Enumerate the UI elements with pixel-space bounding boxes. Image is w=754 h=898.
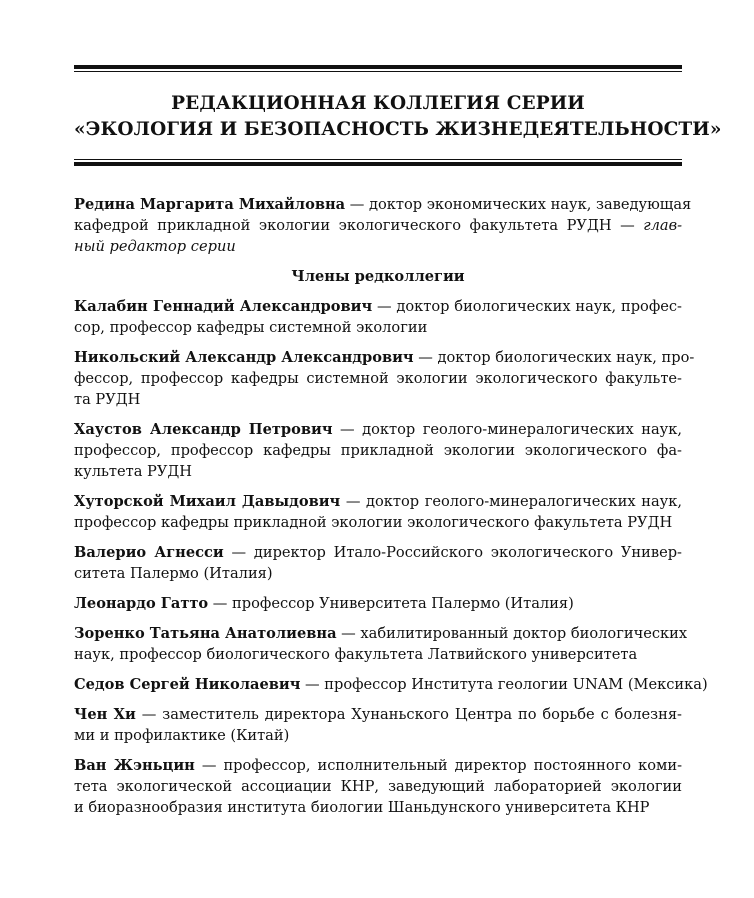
top-double-rule xyxy=(74,65,682,72)
member-desc: сор, профессор кафедры системной экологии xyxy=(74,319,428,336)
member-line xyxy=(74,674,708,695)
member-line xyxy=(74,419,682,440)
member-name: Ван Жэньцин xyxy=(74,757,195,774)
member-entry xyxy=(74,674,708,695)
member-line xyxy=(74,755,682,776)
member-name: Калабин Геннадий Александрович xyxy=(74,298,373,315)
editor-desc-line1: — доктор экономических наук, заведующая xyxy=(345,196,692,213)
member-entry xyxy=(74,347,695,410)
member-line xyxy=(74,563,682,584)
member-name: Седов Сергей Николаевич xyxy=(74,676,301,693)
member-line xyxy=(74,797,682,818)
member-desc: — профессор Университета Палермо (Италия) xyxy=(208,595,574,612)
member-desc: — профессор Института геологии UNAM (Мексика) xyxy=(300,676,708,693)
member-entry xyxy=(74,593,682,614)
member-entry xyxy=(74,755,682,818)
member-line xyxy=(74,389,682,410)
member-desc: тета экологической ассоциации КНР, заведующий лабораторией экологии xyxy=(74,778,682,795)
editor-role-part2: ный редактор серии xyxy=(74,238,236,255)
page xyxy=(74,60,722,818)
member-line xyxy=(74,542,682,563)
chief-editor-entry xyxy=(74,194,692,257)
member-entry xyxy=(74,542,682,584)
member-entry xyxy=(74,419,682,482)
member-desc: и биоразнообразия института биологии Шаньдунского университета КНР xyxy=(74,799,650,816)
member-line xyxy=(74,704,682,725)
member-desc: — доктор геолого-минералогических наук, xyxy=(332,421,682,438)
member-entry xyxy=(74,623,688,665)
member-name: Хуторской Михаил Давыдович xyxy=(74,493,341,510)
members-heading: Члены редколлегии xyxy=(291,268,465,285)
member-desc: — хабилитированный доктор биологических xyxy=(336,625,688,642)
member-name: Хаустов Александр Петрович xyxy=(74,421,333,438)
member-desc: — доктор биологических наук, профес- xyxy=(372,298,682,315)
bottom-double-rule xyxy=(74,159,682,166)
member-desc: профессор, профессор кафедры прикладной экологии экологического фа- xyxy=(74,442,682,459)
editor-desc-line2: кафедрой прикладной экологии экологического факультета РУДН — xyxy=(74,217,644,234)
title-line-2: «ЭКОЛОГИЯ И БЕЗОПАСНОСТЬ ЖИЗНЕДЕЯТЕЛЬНОСТИ» xyxy=(74,119,722,140)
member-line xyxy=(74,317,682,338)
member-line xyxy=(74,491,682,512)
member-desc: культета РУДН xyxy=(74,463,193,480)
member-line xyxy=(74,512,682,533)
editor-name: Редина Маргарита Михайловна xyxy=(74,196,346,213)
member-line xyxy=(74,776,682,797)
member-entry xyxy=(74,491,682,533)
member-entry xyxy=(74,296,682,338)
member-line xyxy=(74,368,682,389)
member-desc: фессор, профессор кафедры системной экологии экологического факульте- xyxy=(74,370,682,387)
member-desc: — заместитель директора Хунаньского Центра по борьбе с болезня- xyxy=(135,706,682,723)
member-line xyxy=(74,725,682,746)
member-name: Никольский Александр Александрович xyxy=(74,349,414,366)
member-desc: ситета Палермо (Италия) xyxy=(74,565,273,582)
member-line xyxy=(74,623,688,644)
members-list xyxy=(74,296,708,818)
title-line-1: РЕДАКЦИОННАЯ КОЛЛЕГИЯ СЕРИИ xyxy=(171,93,585,114)
member-desc: ми и профилактике (Китай) xyxy=(74,727,290,744)
member-line xyxy=(74,644,682,665)
member-name: Валерио Агнесси xyxy=(74,544,224,561)
member-line xyxy=(74,296,682,317)
member-desc: — директор Итало-Российского экологического Универ- xyxy=(223,544,682,561)
member-desc: профессор кафедры прикладной экологии экологического факультета РУДН xyxy=(74,514,673,531)
member-name: Леонардо Гатто xyxy=(74,595,209,612)
member-line xyxy=(74,461,682,482)
member-line xyxy=(74,347,695,368)
member-entry xyxy=(74,704,682,746)
member-name: Зоренко Татьяна Анатолиевна xyxy=(74,625,337,642)
member-line xyxy=(74,593,682,614)
member-name: Чен Хи xyxy=(74,706,136,723)
editor-role-part1: глав- xyxy=(643,217,682,234)
member-desc: та РУДН xyxy=(74,391,141,408)
member-line xyxy=(74,440,682,461)
member-desc: — профессор, исполнительный директор постоянного коми- xyxy=(194,757,682,774)
page-title xyxy=(74,72,722,159)
member-desc: — доктор биологических наук, про- xyxy=(413,349,695,366)
member-desc: наук, профессор биологического факультета Латвийского университета xyxy=(74,646,638,663)
member-desc: — доктор геолого-минералогических наук, xyxy=(340,493,682,510)
